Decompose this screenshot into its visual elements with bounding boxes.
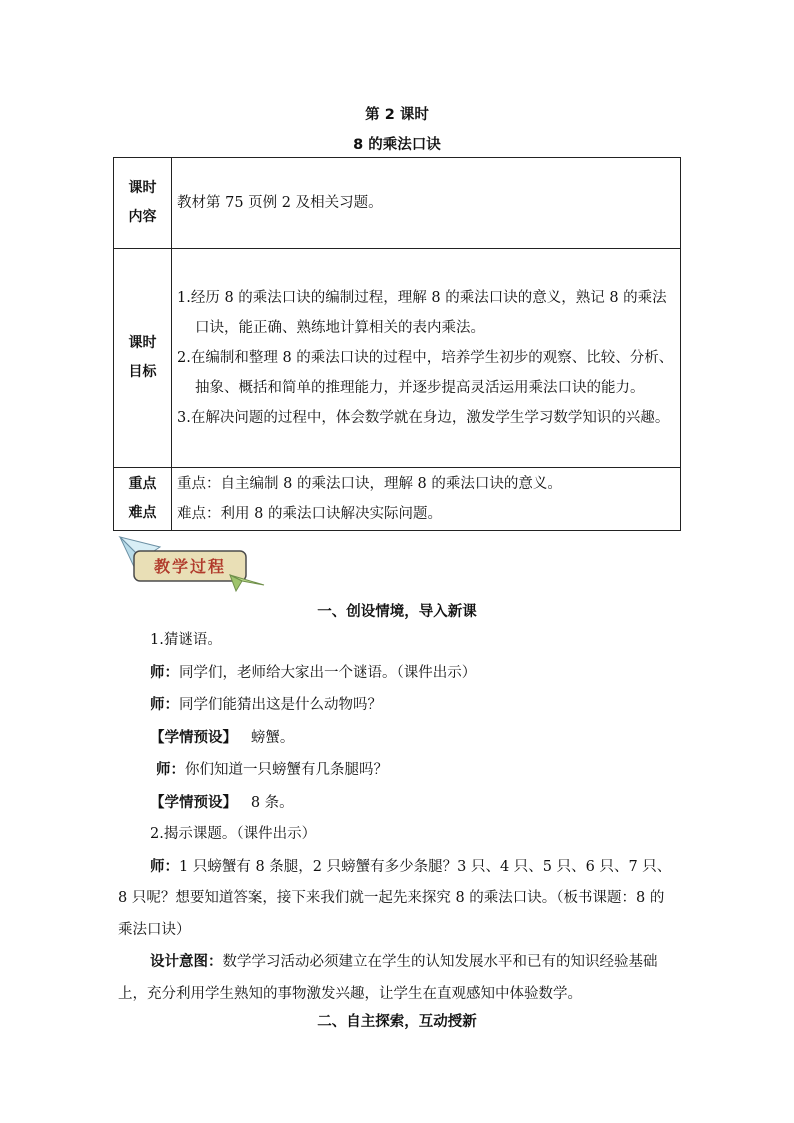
goal-item: 2.在编制和整理 8 的乘法口诀的过程中，培养学生初步的观察、比较、分析、抽象、概括和简单的推理能力，并逐步提高灵活运用乘法口诀的能力。: [177, 350, 674, 396]
line-reveal-topic: 2.揭示课题。（课件出示）: [150, 826, 317, 842]
content-text: 教材第 75 页例 2 及相关习题。: [172, 158, 681, 249]
key-point: 重点：自主编制 8 的乘法口诀，理解 8 的乘法口诀的意义。: [177, 476, 562, 492]
line-teacher-2: 师：同学们能猜出这是什么动物吗？: [150, 696, 382, 713]
row-key-points: [114, 468, 681, 531]
line-teacher-1: 师：同学们，老师给大家出一个谜语。（课件出示）: [150, 663, 477, 681]
lesson-plan-table: [113, 157, 681, 531]
label-content: 课时 内容: [114, 158, 172, 249]
row-goals: [114, 249, 681, 468]
line-preset-1: 【学情预设】 螃蟹。: [150, 728, 295, 746]
line-preset-2: 【学情预设】 8 条。: [150, 793, 294, 811]
design-intent: 设计意图：数学学习活动必须建立在学生的认知发展水平和已有的知识经验基础上，充分利用学生熟知的事物激发兴趣，让学生在直观感知中体验数学。: [118, 953, 658, 1002]
section1-heading: 一、创设情境，导入新课: [317, 604, 477, 620]
section1-body: [118, 625, 678, 1010]
goal-item: 1.经历 8 的乘法口诀的编制过程，理解 8 的乘法口诀的意义，熟记 8 的乘法口诀，能正确、熟练地计算相关的表内乘法。: [177, 290, 667, 336]
banner-text: 教学过程: [153, 557, 227, 576]
row-content: [114, 158, 681, 249]
key-cell: [172, 468, 681, 531]
section2-heading: 二、自主探索，互动授新: [317, 1014, 477, 1030]
teaching-process-banner: [118, 535, 268, 595]
goal-item: 3.在解决问题的过程中，体会数学就在身边，激发学生学习数学知识的兴趣。: [177, 410, 670, 426]
line-riddle: 1.猜谜语。: [150, 632, 222, 648]
lesson-topic: 8 的乘法口诀: [353, 137, 441, 153]
label-goals: 课时 目标: [114, 249, 172, 468]
line-teacher-4: 师：1 只螃蟹有 8 条腿，2 只螃蟹有多少条腿？3 只、4 只、5 只、6 只、7 只、8 只呢？想要知道答案，接下来我们就一起先来探究 8 的乘法口诀。（板书课题：8 的乘法口诀）: [118, 857, 672, 938]
lesson-number: 第 2 课时: [365, 107, 429, 123]
difficulty-point: 难点：利用 8 的乘法口诀解决实际问题。: [177, 506, 442, 522]
line-teacher-3: 师：你们知道一只螃蟹有几条腿吗？: [156, 761, 388, 778]
label-key: 重点 难点: [114, 468, 172, 531]
goals-cell: [172, 249, 681, 468]
